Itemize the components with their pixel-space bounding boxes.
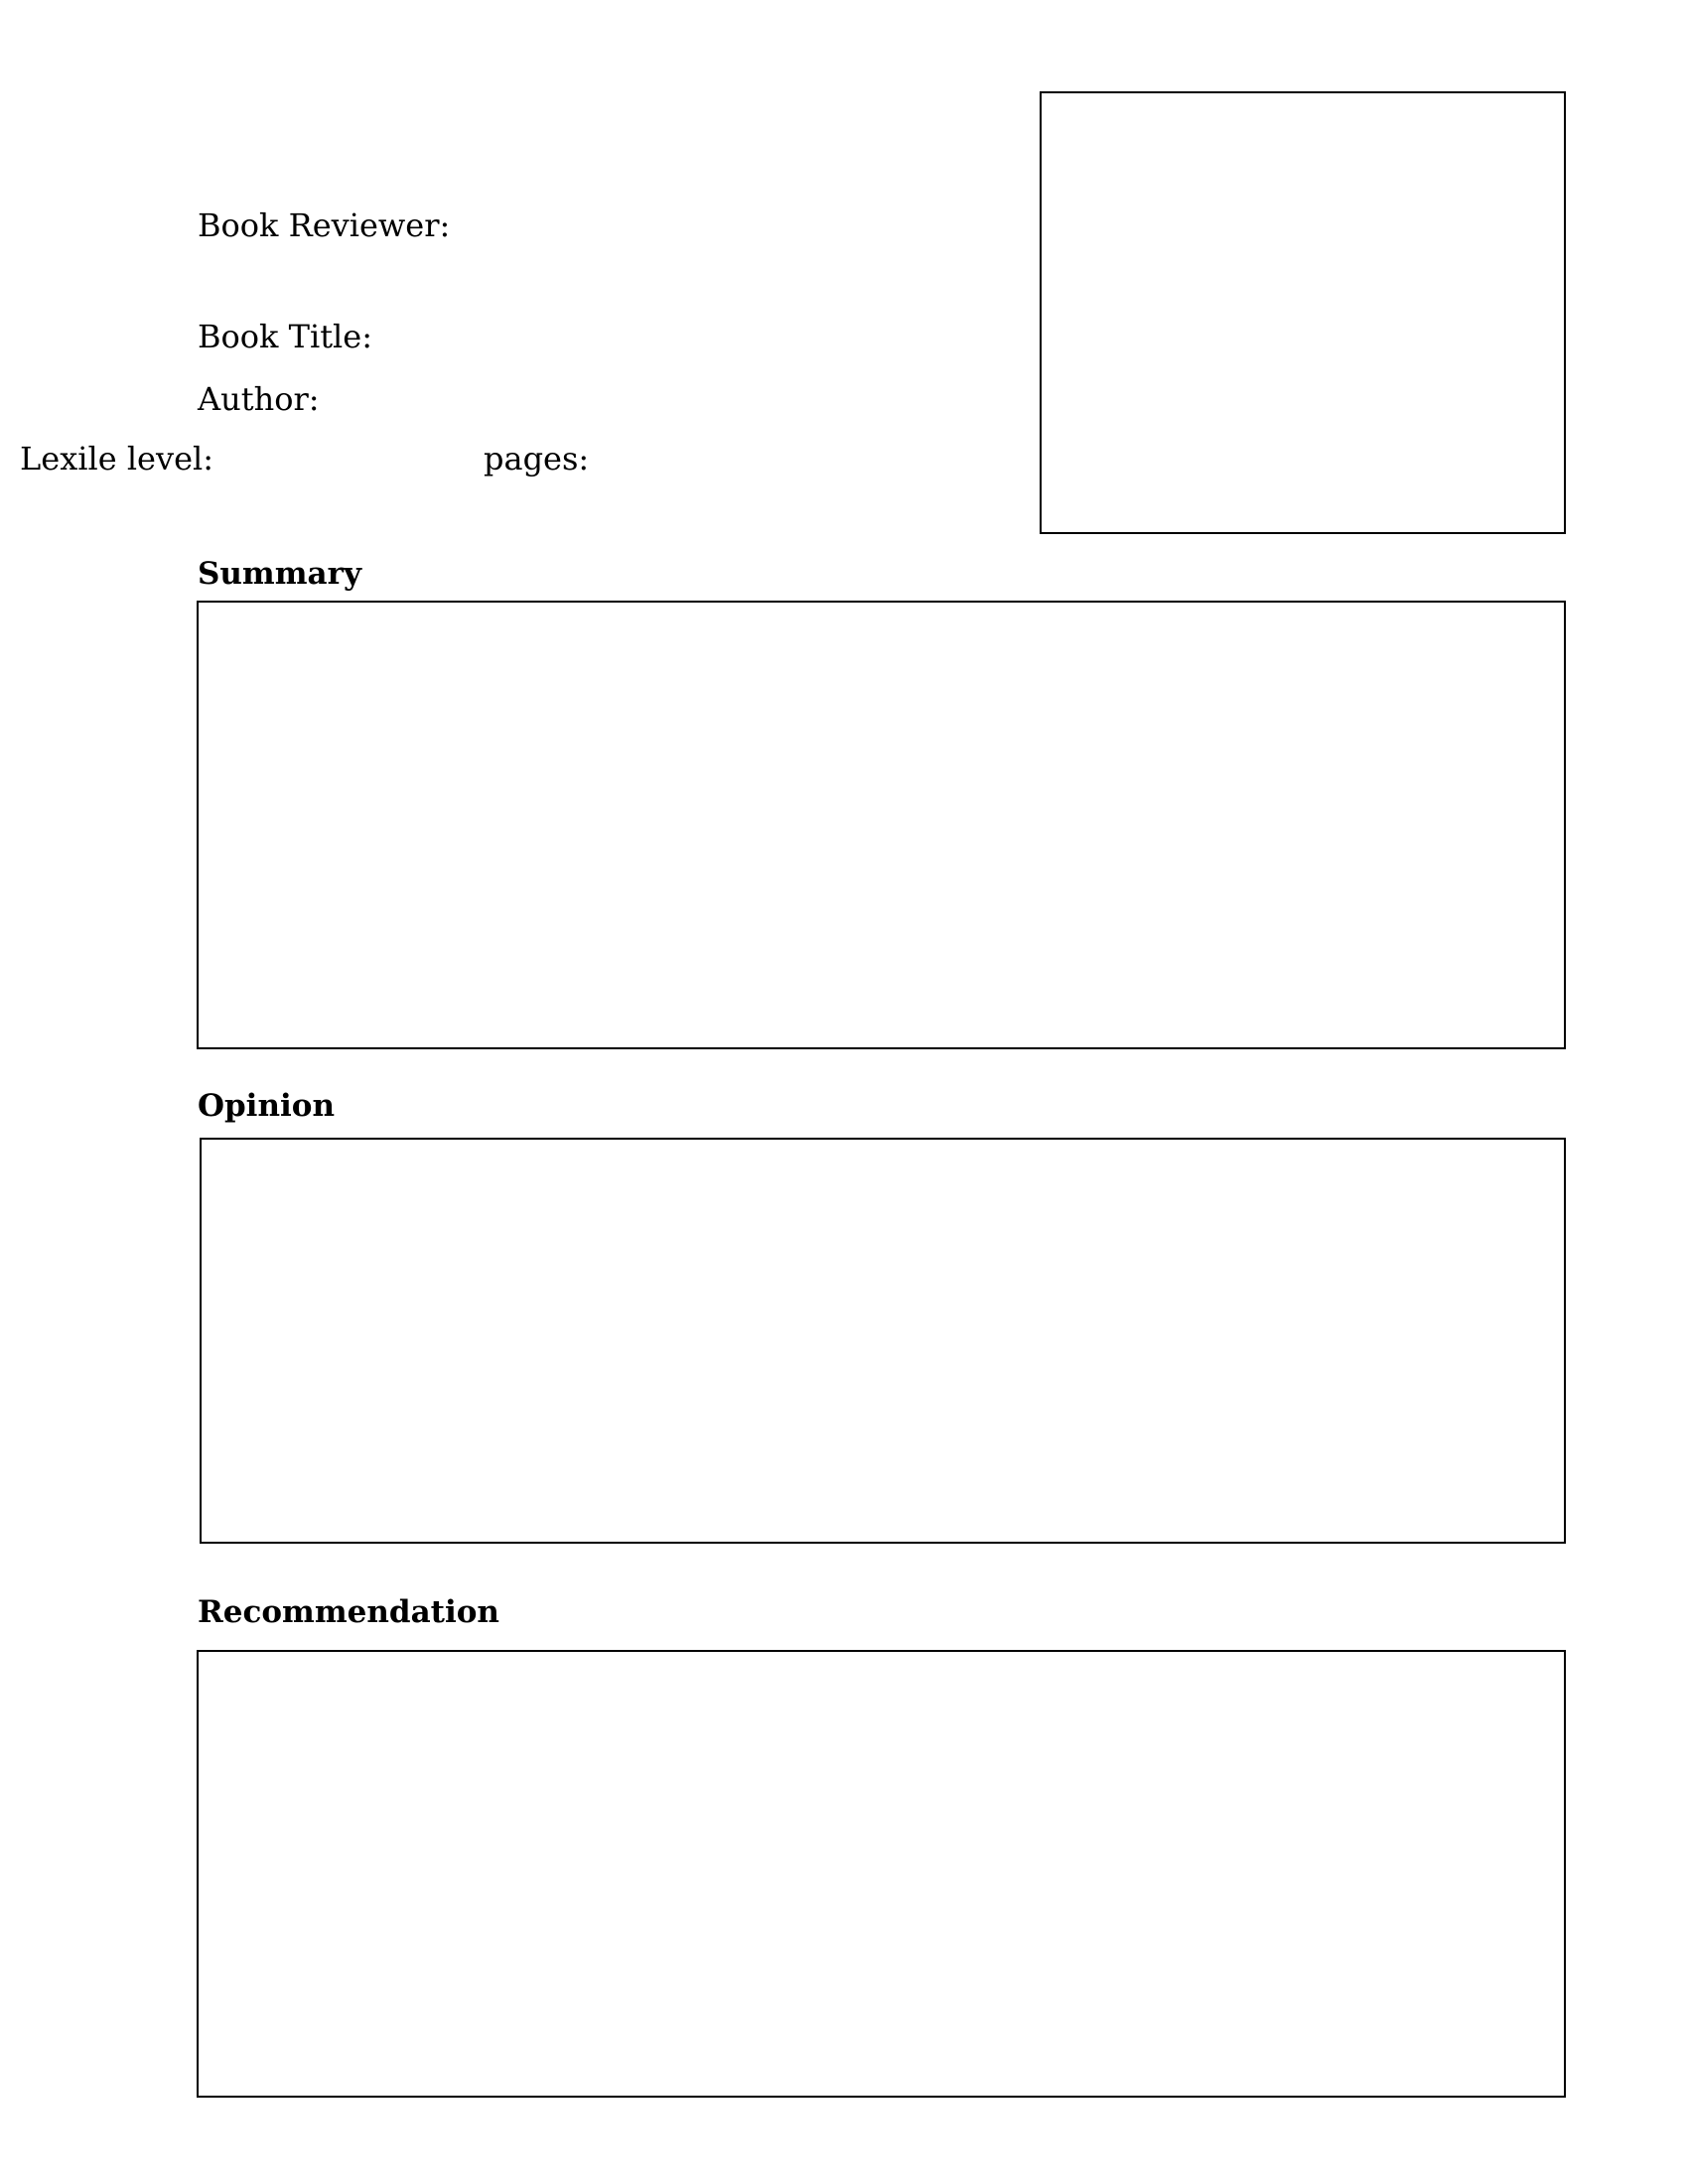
opinion-heading: Opinion: [198, 1088, 335, 1124]
summary-heading: Summary: [198, 556, 361, 592]
book-cover-box[interactable]: [1040, 91, 1566, 534]
recommendation-heading: Recommendation: [198, 1594, 499, 1630]
book-title-label: Book Title:: [198, 318, 372, 355]
pages-label: pages:: [484, 440, 590, 478]
author-label: Author:: [198, 380, 320, 418]
opinion-box[interactable]: [200, 1138, 1566, 1544]
lexile-level-label: Lexile level:: [20, 440, 214, 478]
book-reviewer-label: Book Reviewer:: [198, 206, 451, 244]
recommendation-box[interactable]: [197, 1650, 1566, 2098]
summary-box[interactable]: [197, 601, 1566, 1049]
